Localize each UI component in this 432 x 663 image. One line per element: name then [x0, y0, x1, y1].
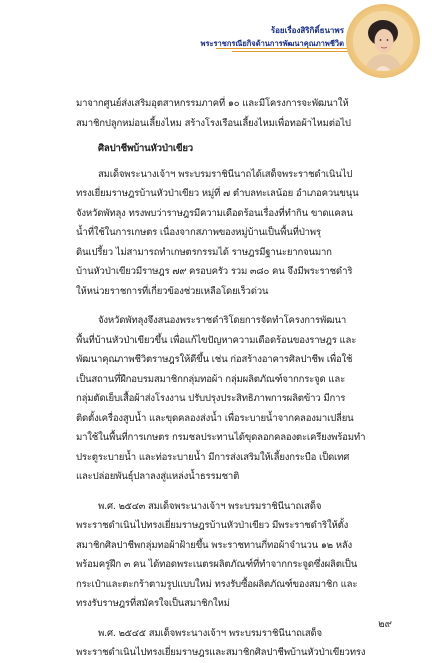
- header-rule-secondary: [232, 51, 348, 52]
- text-line: พระราชดำเนินไปทรงเยี่ยมราษฎรและสมาชิกศิลปาชีพบ้านหัวป่าเขียวทรง: [76, 647, 366, 658]
- text-line: ให้หน่วยราชการที่เกี่ยวข้องช่วยเหลือโดยเร็วด่วน: [76, 285, 269, 297]
- text-line: และปล่อยพันธุ์ปลาลงสู่แหล่งน้ำธรรมชาติ: [76, 471, 240, 482]
- paragraph-2: [76, 311, 388, 487]
- text-line: จังหวัดพัทลุง ทรงพบว่าราษฎรมีความเดือดร้อนเรื่องที่ทำกิน ขาดแคลน: [76, 207, 353, 219]
- text-line: พระราชดำเนินไปทรงเยี่ยมราษฎรบ้านหัวป่าเขียว มีพระราชดำริให้ตั้ง: [76, 520, 349, 531]
- text-line: สมเด็จพระนางเจ้าฯ พระบรมราชินีนาถได้เสด็จพระราชดำเนินไป: [98, 168, 353, 180]
- text-line: พื้นที่บ้านหัวป่าเขียวขึ้น เพื่อแก้ไขปัญหาความเดือดร้อนของราษฎร และ: [76, 334, 357, 346]
- text-line: กลุ่มตัดเย็บเสื้อผ้าส่งโรงงาน ปรับปรุงประสิทธิภาพการผลิตข้าว มีการ: [76, 393, 346, 404]
- text-line: มาใช้ในพื้นที่การเกษตร กรมชลประทานได้ขุดลอกคลองตะเครียงพร้อมทำ: [76, 432, 366, 443]
- header-rule: [216, 48, 348, 49]
- text-line: มาจากศูนย์ส่งเสริมอุตสาหกรรมภาคที่ ๑๐ และมีโครงการจะพัฒนาให้: [76, 98, 349, 109]
- text-line: กระเป๋าและตะกร้าตามรูปแบบใหม่ ทรงรับซื้อผลิตภัณฑ์ของสมาชิก และ: [76, 578, 358, 590]
- text-line: ทรงรับราษฎรที่สมัครใจเป็นสมาชิกใหม่: [76, 598, 230, 609]
- page-body: [76, 94, 388, 663]
- page-number: ๒๙: [378, 619, 392, 630]
- text-line: น้ำที่ใช้ในการเกษตร เนื่องจากสภาพของหมู่บ้านเป็นพื้นที่ป่าพรุ: [76, 227, 321, 238]
- text-line: ประตูระบายน้ำ และท่อระบายน้ำ มีการส่งเสริมให้เลี้ยงกระบือ เป็ดเทศ: [76, 451, 350, 463]
- text-line: บ้านหัวป่าเขียวมีราษฎร ๗๙ ครอบครัว รวม ๓๘๐ คน จึงมีพระราชดำริ: [76, 266, 353, 277]
- text-line: พ.ศ. ๒๕๔๕ สมเด็จพระนางเจ้าฯ พระบรมราชินีนาถเสด็จ: [98, 627, 322, 639]
- section-heading: ศิลปาชีพบ้านหัวป่าเขียว: [98, 143, 193, 154]
- header-title-line-1: ร้อยเรื่องสิริกิติ์ธนาพร: [270, 26, 344, 35]
- paragraph-3: [76, 497, 388, 614]
- paragraph-1: [76, 165, 388, 302]
- text-line: เป็นสถานที่ฝึกอบรมสมาชิกกลุ่มทอผ้า กลุ่มผลิตภัณฑ์จากกระจูด และ: [76, 373, 346, 385]
- page-header: [0, 0, 432, 92]
- text-line: ติดตั้งเครื่องสูบน้ำ และขุดคลองส่งน้ำ เพื่อระบายน้ำจากคลองมาเปลี่ยน: [76, 412, 354, 424]
- text-line: ทรงเยี่ยมราษฎรบ้านหัวป่าเขียว หมู่ที่ ๗ ตำบลทะเลน้อย อำเภอควนขนุน: [76, 188, 359, 199]
- text-line: สมาชิกปลูกหม่อนเลี้ยงไหม สร้างโรงเรือนเลี้ยงไหมเพื่อทอผ้าไหมต่อไป: [76, 117, 351, 129]
- paragraph-4: [76, 624, 388, 663]
- intro-paragraph: [76, 94, 388, 133]
- text-line: จังหวัดพัทลุงจึงสนองพระราชดำริโดยการจัดทำโครงการพัฒนา: [98, 315, 347, 326]
- text-line: พร้อมครูฝึก ๓ คน ได้ทอดพระเนตรผลิตภัณฑ์ที่ทำจากกระจูดซึ่งผลิตเป็น: [76, 559, 358, 570]
- text-line: พ.ศ. ๒๕๔๓ สมเด็จพระนางเจ้าฯ พระบรมราชินีนาถเสด็จ: [98, 500, 322, 512]
- text-line: สมาชิกศิลปาชีพกลุ่มทอผ้าฝ้ายขึ้น พระราชทานกี่ทอผ้าจำนวน ๑๒ หลัง: [76, 539, 353, 551]
- text-line: ดินเปรี้ยว ไม่สามารถทำเกษตรกรรมได้ ราษฎรมีฐานะยากจนมาก: [76, 246, 332, 258]
- text-line: พัฒนาคุณภาพชีวิตราษฎรให้ดีขึ้น เช่น ก่อสร้างอาคารศิลปาชีพ เพื่อใช้: [76, 354, 353, 365]
- header-title-line-2: พระราชกรณียกิจด้านการพัฒนาคุณภาพชีวิต: [200, 39, 344, 48]
- portrait-photo: [353, 11, 413, 71]
